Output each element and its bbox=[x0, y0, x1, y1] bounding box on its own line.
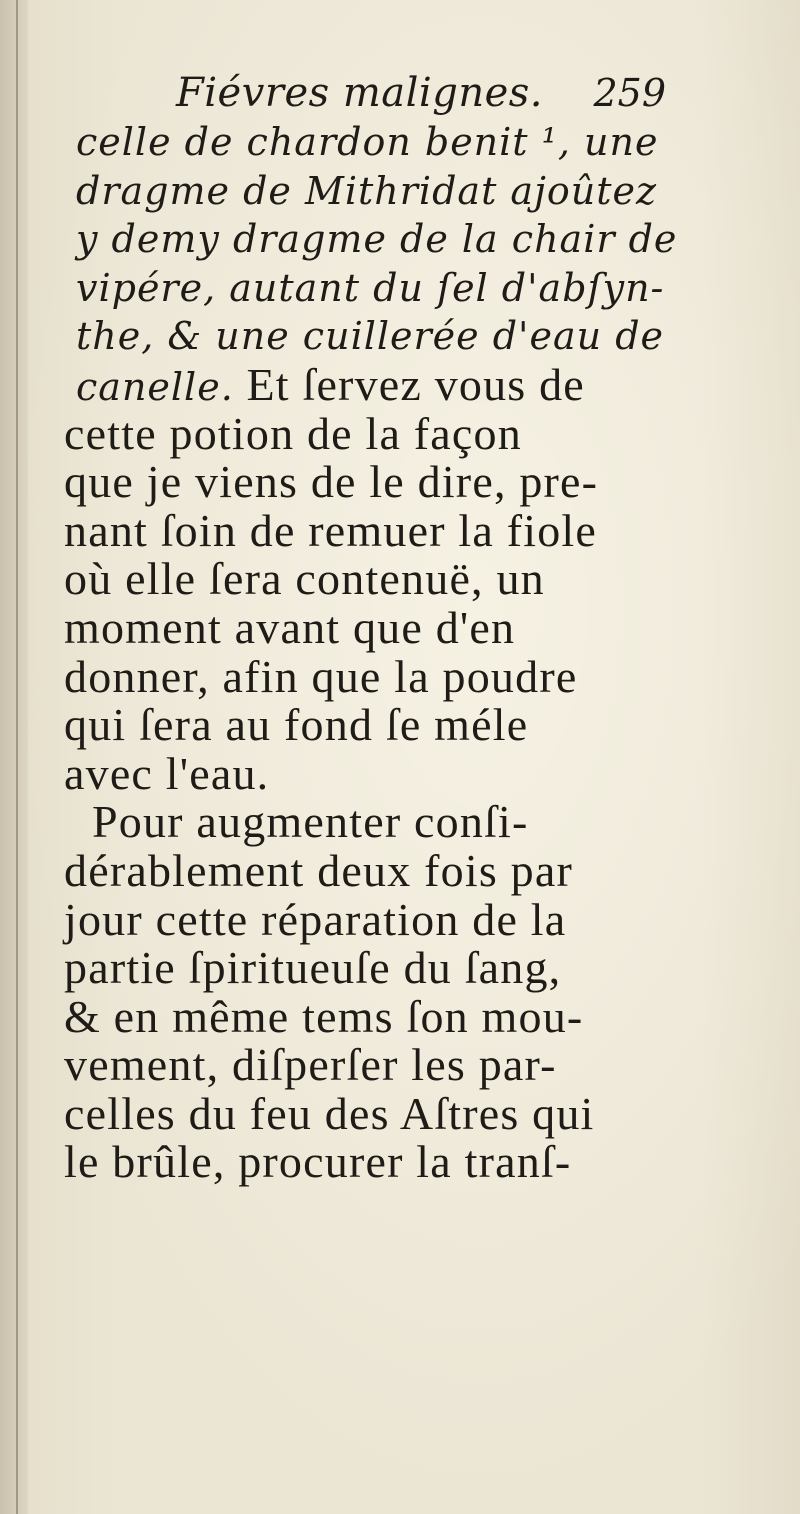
text-line: & en même tems ſon mou- bbox=[64, 990, 584, 1042]
text-line: le brûle, procurer la tranſ- bbox=[64, 1136, 572, 1188]
text-line: y demy dragme de la chair de bbox=[76, 217, 678, 262]
text-line: dérablement deux fois par bbox=[64, 844, 573, 896]
text-line: jour cette réparation de la bbox=[64, 893, 567, 945]
binding-edge bbox=[16, 0, 18, 1514]
text-line: celles du feu des Aſtres qui bbox=[64, 1087, 595, 1139]
text-fragment-roman: Et ſervez vous de bbox=[233, 358, 585, 410]
running-head: Fiévres malignes. bbox=[176, 70, 543, 116]
text-line: où elle ſera contenuë, un bbox=[64, 553, 545, 605]
text-line: donner, afin que la poudre bbox=[64, 650, 578, 702]
text-line: dragme de Mithridat ajoûtez bbox=[76, 168, 657, 213]
page-number: 259 bbox=[593, 71, 666, 115]
body-text bbox=[58, 118, 770, 1187]
text-line: nant ſoin de remuer la fiole bbox=[64, 504, 598, 556]
page-gutter bbox=[0, 0, 28, 1514]
text-line: vement, diſperſer les par- bbox=[64, 1039, 557, 1091]
page-header bbox=[176, 68, 666, 118]
text-line: partie ſpiritueuſe du ſang, bbox=[64, 942, 562, 994]
text-line: the, & une cuillerée d'eau de bbox=[76, 314, 665, 359]
text-line: avec l'eau. bbox=[64, 747, 270, 799]
text-line bbox=[58, 358, 770, 410]
text-line: vipére, autant du ſel d'abſyn- bbox=[76, 265, 665, 310]
text-line: celle de chardon benit ¹, une bbox=[76, 120, 659, 164]
text-line: que je viens de le dire, pre- bbox=[64, 456, 599, 508]
text-fragment-italic: canelle. bbox=[76, 364, 234, 409]
text-line: moment avant que d'en bbox=[64, 601, 516, 653]
text-line: Pour augmenter conſi- bbox=[92, 796, 529, 848]
text-line: cette potion de la façon bbox=[64, 407, 522, 459]
text-line: qui ſera au fond ſe méle bbox=[64, 699, 529, 751]
